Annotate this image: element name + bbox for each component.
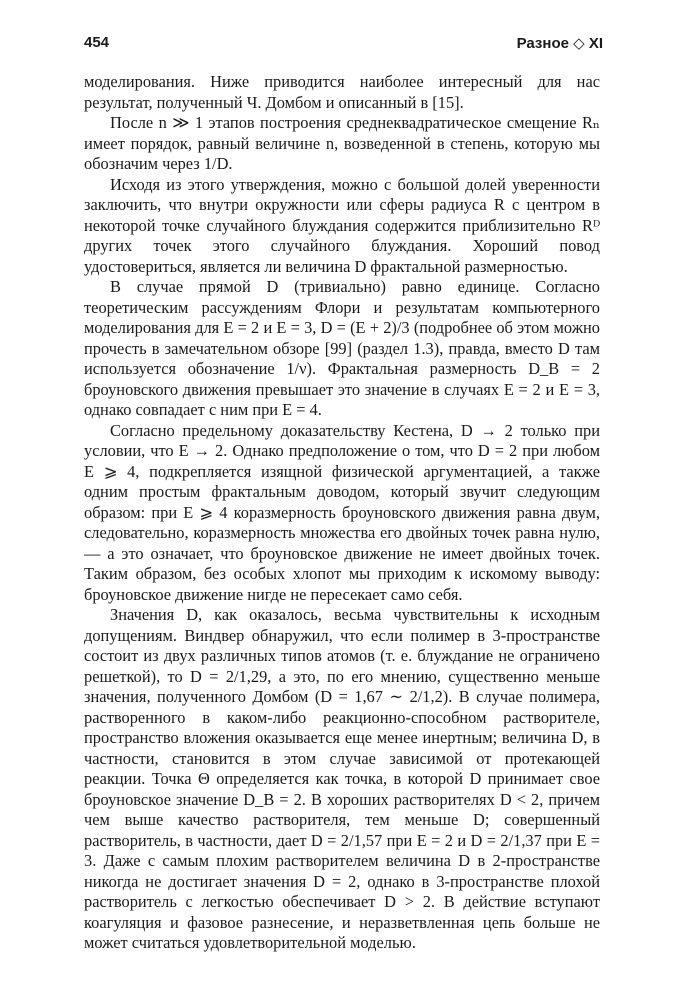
running-head: Разное ◇ XI xyxy=(516,35,603,52)
paragraph: После n ≫ 1 этапов построения среднеквадратическое смещение Rₙ имеет порядок, равный величине n, возведенной в степень, которую мы обозначим через 1/D. xyxy=(84,113,600,173)
paragraph: В случае прямой D (тривиально) равно единице. Согласно теоретическим рассуждениям Флори и результатам компьютерного моделирования для E = 2 и E = 3, D = (E + 2)/3 (подробнее об этом можно прочесть в замечательном обзоре [99] (раздел 1.3), правда, вместо D там используется обозначение 1/ν). Фрактальная размерность D_B = 2 броуновского движения превышает это значение в случаях E = 2 и E = 3, однако совпадает с ним при E = 4. xyxy=(84,277,600,419)
paragraph: моделирования. Ниже приводится наиболее интересный для нас результат, полученный Ч. Домбом и описанный в [15]. xyxy=(84,72,600,112)
paragraph: Значения D, как оказалось, весьма чувствительны к исходным допущениям. Виндвер обнаружил, что если полимер в 3-пространстве состоит из двух различных типов атомов (т. е. блуждание не ограничено решеткой), то D = 2/1,29, а это, по его мнению, существенно меньше значения, полученного Домбом (D = 1,67 ∼ 2/1,2). В случае полимера, растворенного в каком-либо реакционно-способном растворителе, пространство вложения оказывается еще менее инертным; величина D, в частности, становится в этом случае зависимой от протекающей реакции. Точка Θ определяется как точка, в которой D принимает свое броуновское значение D_B = 2. В хороших растворителях D < 2, причем чем выше качество растворителя, тем меньше D; совершенный растворитель, в частности, дает D = 2/1,57 при E = 2 и D = 2/1,37 при E = 3. Даже с самым плохим растворителем величина D в 2-пространстве никогда не достигает значения D = 2, однако в 3-пространстве плохой растворитель с легкостью обеспечивает D > 2. В действие вступают коагуляция и фазовое разнесение, и неразветвленная цепь больше не может считаться удовлетворительной моделью. xyxy=(84,605,600,952)
paragraph: Исходя из этого утверждения, можно с большой долей уверенности заключить, что внутри окружности или сферы радиуса R с центром в некоторой точке случайного блуждания содержится приблизительно Rᴰ других точек этого случайного блуждания. Хороший повод удостовериться, является ли величина D фрактальной размерностью. xyxy=(84,174,600,276)
body-text xyxy=(84,72,600,954)
paragraph: Согласно предельному доказательству Кестена, D → 2 только при условии, что E → 2. Однако предположение о том, что D = 2 при любом E ⩾ 4, подкрепляется изящной физической аргументацией, а также одним простым фрактальным доводом, который звучит следующим образом: при E ⩾ 4 коразмерность броуновского движения равна двум, следовательно, коразмерность множества его двойных точек равна нулю, — а это означает, что броуновское движение не имеет двойных точек. Таким образом, без особых хлопот мы приходим к искомому выводу: броуновское движение нигде не пересекает само себя. xyxy=(84,420,600,604)
page-number: 454 xyxy=(84,34,110,51)
page-header xyxy=(84,34,603,56)
